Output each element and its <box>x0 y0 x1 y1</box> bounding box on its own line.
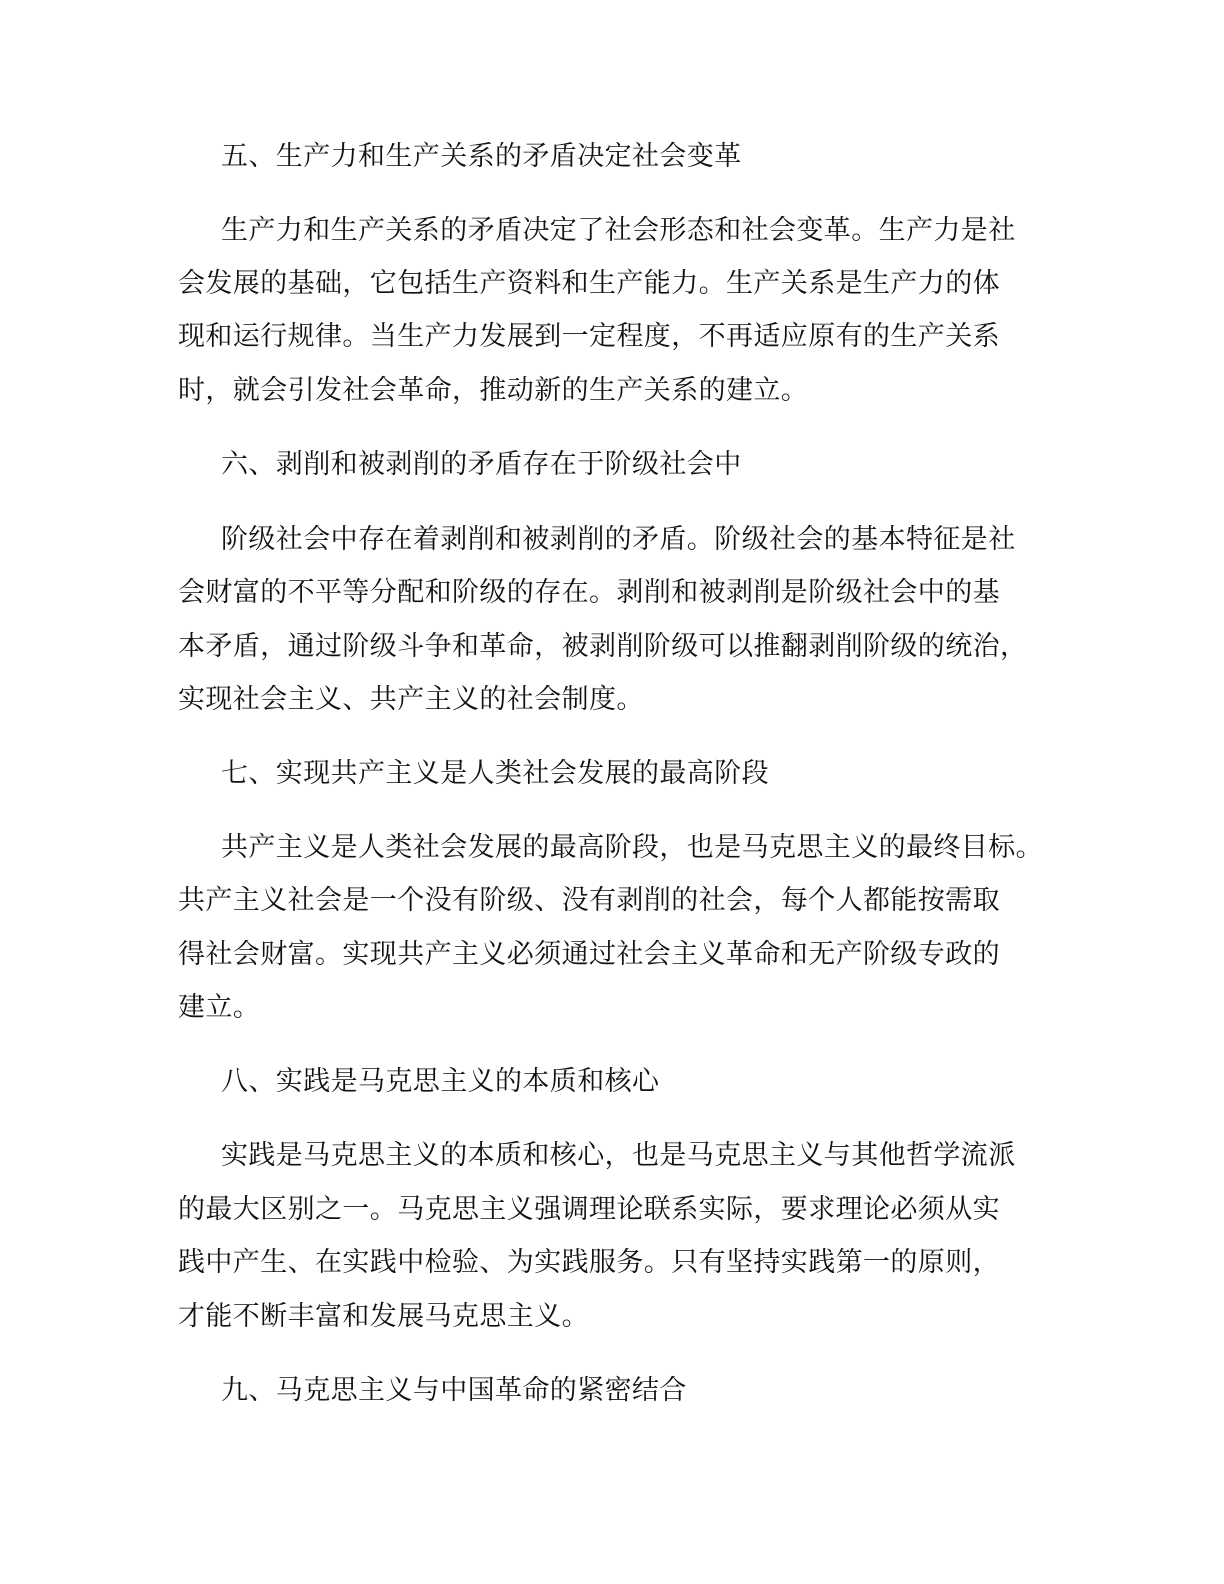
paragraph-line: 实践是马克思主义的本质和核心，也是马克思主义与其他哲学流派 <box>221 1140 1016 1171</box>
paragraph-line: 会发展的基础，它包括生产资料和生产能力。生产关系是生产力的体 <box>178 268 1000 299</box>
section-heading: 九、马克思主义与中国革命的紧密结合 <box>221 1375 687 1406</box>
paragraph-line: 现和运行规律。当生产力发展到一定程度，不再适应原有的生产关系 <box>178 321 1000 352</box>
paragraph-line: 本矛盾，通过阶级斗争和革命，被剥削阶级可以推翻剥削阶级的统治， <box>178 631 1028 662</box>
paragraph-line: 的最大区别之一。马克思主义强调理论联系实际，要求理论必须从实 <box>178 1194 1000 1225</box>
section-heading: 八、实践是马克思主义的本质和核心 <box>221 1066 660 1097</box>
paragraph-line: 生产力和生产关系的矛盾决定了社会形态和社会变革。生产力是社 <box>221 215 1016 246</box>
paragraph-line: 时，就会引发社会革命，推动新的生产关系的建立。 <box>178 375 809 406</box>
paragraph-line: 得社会财富。实现共产主义必须通过社会主义革命和无产阶级专政的 <box>178 939 1000 970</box>
paragraph-line: 阶级社会中存在着剥削和被剥削的矛盾。阶级社会的基本特征是社 <box>221 524 1016 555</box>
paragraph-line: 践中产生、在实践中检验、为实践服务。只有坚持实践第一的原则， <box>178 1247 1000 1278</box>
paragraph-line: 建立。 <box>178 992 261 1023</box>
paragraph-line: 才能不断丰富和发展马克思主义。 <box>178 1301 589 1332</box>
paragraph-line: 共产主义是人类社会发展的最高阶段，也是马克思主义的最终目标。 <box>221 832 1043 863</box>
section-heading: 六、剥削和被剥削的矛盾存在于阶级社会中 <box>221 449 742 480</box>
paragraph-line: 会财富的不平等分配和阶级的存在。剥削和被剥削是阶级社会中的基 <box>178 577 1000 608</box>
section-heading: 七、实现共产主义是人类社会发展的最高阶段 <box>221 758 769 789</box>
paragraph-line: 共产主义社会是一个没有阶级、没有剥削的社会，每个人都能按需取 <box>178 885 1000 916</box>
paragraph-line: 实现社会主义、共产主义的社会制度。 <box>178 684 644 715</box>
section-heading: 五、生产力和生产关系的矛盾决定社会变革 <box>221 141 742 172</box>
